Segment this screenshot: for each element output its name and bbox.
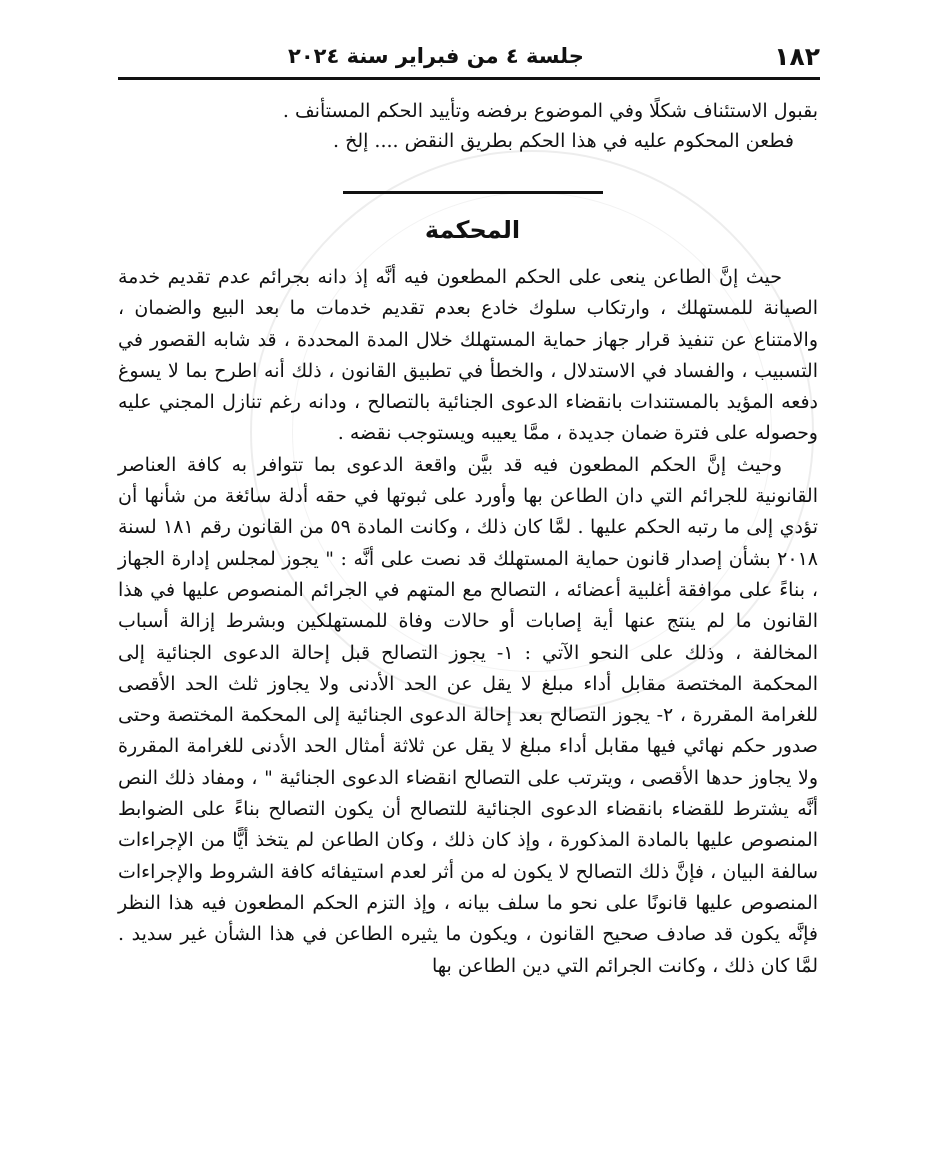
main-text bbox=[118, 262, 818, 982]
intro-line-1: بقبول الاستئناف شكلًا وفي الموضوع برفضه وتأييد الحكم المستأنف . bbox=[282, 100, 818, 122]
intro-text bbox=[118, 96, 818, 156]
page-header bbox=[118, 36, 820, 76]
intro-line-2: فطعن المحكوم عليه في هذا الحكم بطريق النقض .... إلخ . bbox=[332, 130, 794, 152]
header-divider bbox=[118, 77, 820, 80]
section-title: المحكمة bbox=[424, 216, 521, 244]
paragraph-2: وحيث إنَّ الحكم المطعون فيه قد بيَّن واقعة الدعوى بما تتوافر به كافة العناصر القانونية للجرائم التي دان الطاعن بها وأورد على ثبوتها في حقه أدلة سائغة من شأنها أن تؤدي إلى ما رتبه الحكم عليها . لمَّا كان ذلك ، وكانت المادة ٥٩ من القانون رقم ١٨١ لسنة ٢٠١٨ بشأن إصدار قانون حماية المستهلك قد نصت على أنَّه : " يجوز لمجلس إدارة الجهاز ، بناءً على موافقة أغلبية أعضائه ، التصالح مع المتهم في الجرائم المنصوص عليها في هذا القانون ما لم ينتج عنها أية إصابات أو حالات وفاة للمستهلكين وبشرط إزالة أسباب المخالفة ، وذلك على النحو الآتي : ١- يجوز التصالح قبل إحالة الدعوى الجنائية إلى المحكمة المختصة مقابل أداء مبلغ لا يقل عن الحد الأدنى ولا يجاوز ثلث الحد الأقصى للغرامة المقررة ، ٢- يجوز التصالح بعد إحالة الدعوى الجنائية إلى المحكمة المختصة وحتى صدور حكم نهائي فيها مقابل أداء مبلغ لا يقل عن ثلاثة أمثال الحد الأدنى للغرامة المقررة ولا يجاوز حدها الأقصى ، ويترتب على التصالح انقضاء الدعوى الجنائية " ، ومفاد ذلك النص أنَّه يشترط للقضاء بانقضاء الدعوى الجنائية للتصالح أن يكون التصالح بناءً على الضوابط المنصوص عليها بالمادة المذكورة ، وإذ كان ذلك ، وكان الطاعن لم يتخذ أيًّا من الإجراءات سالفة البيان ، فإنَّ ذلك التصالح لا يكون له من أثر لعدم استيفائه كافة الشروط والإجراءات المنصوص عليها قانونًا على نحو ما سلف بيانه ، وإذ التزم الحكم المطعون فيه هذا النظر فإنَّه يكون قد صادف صحيح القانون ، ويكون ما يثيره الطاعن في هذا الشأن غير سديد . لمَّا كان ذلك ، وكانت الجرائم التي دين الطاعن بها bbox=[118, 453, 819, 977]
paragraph-1: حيث إنَّ الطاعن ينعى على الحكم المطعون فيه أنَّه إذ دانه بجرائم عدم تقديم خدمة الصيانة للمستهلك ، وارتكاب سلوك خادع بعدم تقديم خدمات ما بعد البيع والضمان ، والامتناع عن تنفيذ قرار جهاز حماية المستهلك خلال المدة المحددة ، قد شابه القصور في التسبيب ، والفساد في الاستدلال ، والخطأ في تطبيق القانون ، ذلك أنه اطرح بما لا يسوغ دفعه المؤيد بالمستندات بانقضاء الدعوى الجنائية بالتصالح ، ودانه رغم تنازل المجني عليه وحصوله على فترة ضمان جديدة ، ممَّا يعيبه ويستوجب نقضه . bbox=[118, 266, 818, 445]
section-divider bbox=[343, 191, 603, 194]
session-date: جلسة ٤ من فبراير سنة ٢٠٢٤ bbox=[288, 44, 584, 68]
page-number: ١٨٢ bbox=[774, 41, 820, 71]
